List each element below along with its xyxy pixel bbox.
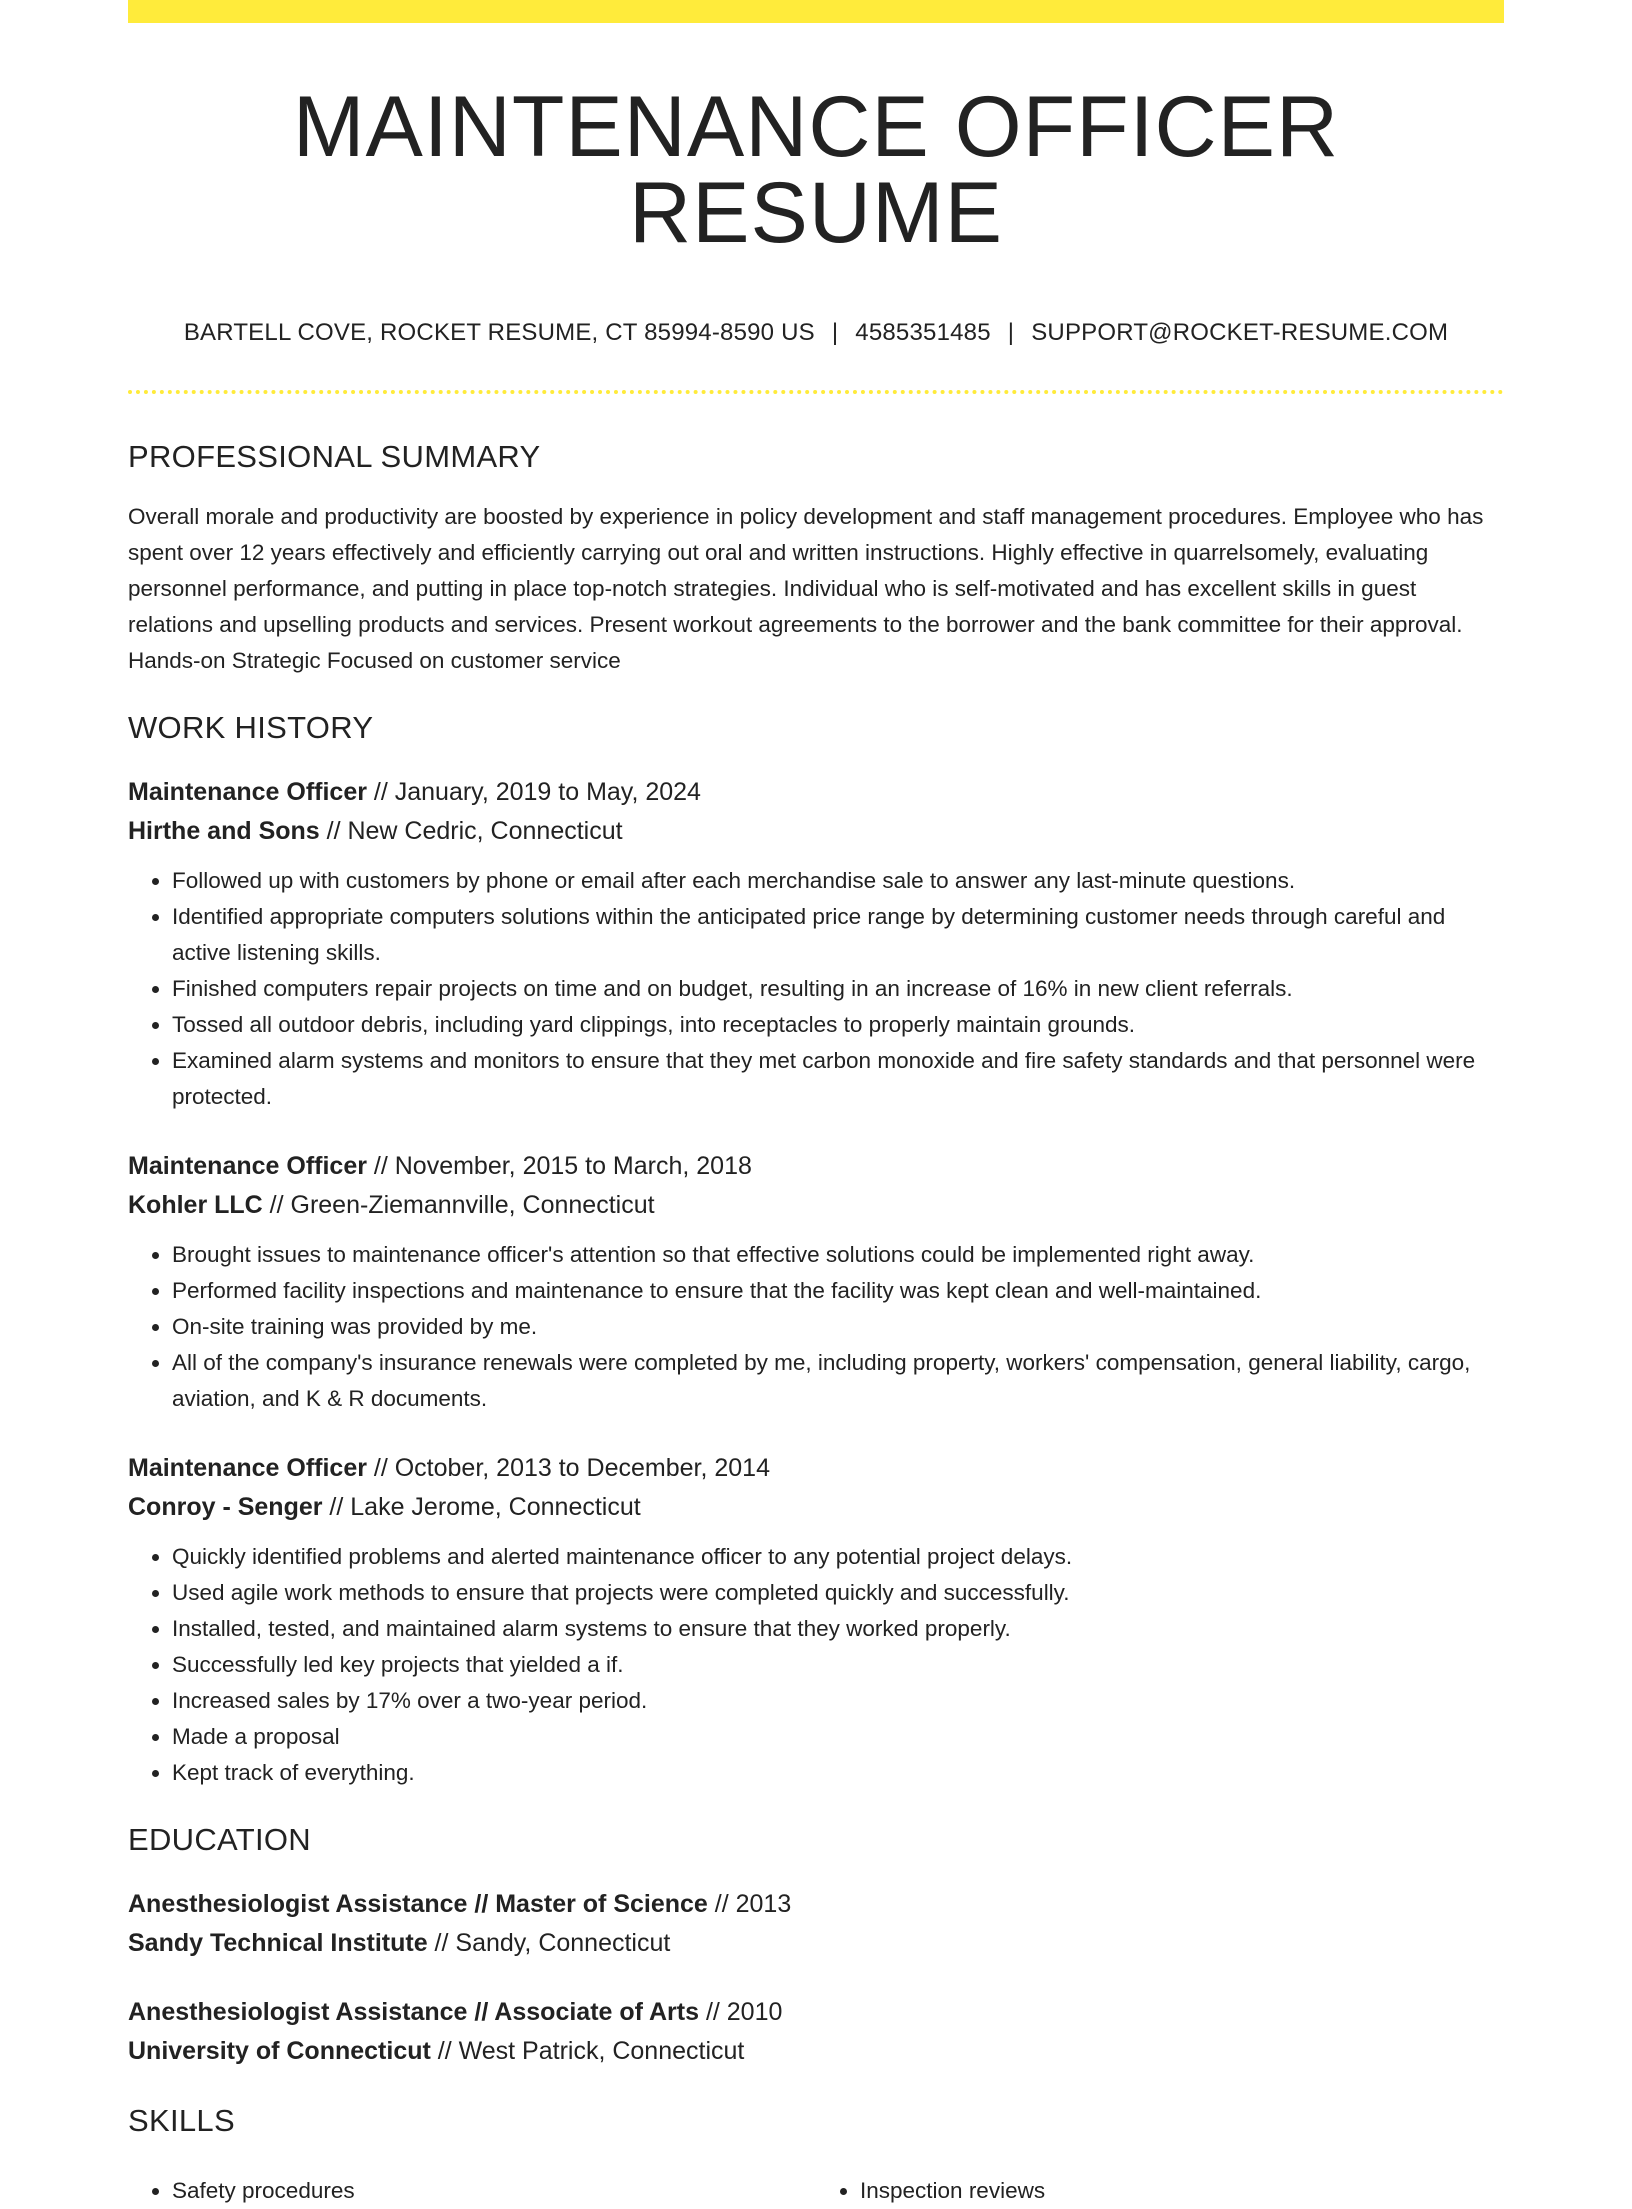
job-entry [128, 1147, 1504, 1417]
school: Sandy Technical Institute [128, 1929, 428, 1957]
contact-separator: | [831, 319, 839, 346]
job-bullet: • Kept track of everything. [172, 1755, 1504, 1791]
job-entry [128, 773, 1504, 1115]
job-company-line [128, 812, 1504, 851]
job-title-line [128, 773, 1504, 812]
resume-title: MAINTENANCE OFFICER RESUME [292, 79, 1340, 261]
skills-heading: SKILLS [128, 2103, 235, 2138]
school: University of Connecticut [128, 2037, 431, 2065]
school-line [128, 2032, 1504, 2071]
job-bullets [128, 1539, 1504, 1791]
job-company: Conroy - Senger [128, 1493, 323, 1521]
job-bullet: • Tossed all outdoor debris, including yard clippings, into receptacles to properly maintain grounds. [172, 1007, 1504, 1043]
job-dates: // November, 2015 to March, 2018 [366, 1152, 752, 1180]
job-location: // Green-Ziemannville, Connecticut [262, 1191, 655, 1219]
job-bullets [128, 863, 1504, 1115]
degree-year: // 2010 [699, 1998, 783, 2026]
accent-top-bar [128, 0, 1504, 23]
job-location: // New Cedric, Connecticut [319, 817, 623, 845]
work-history-heading: WORK HISTORY [128, 710, 374, 745]
job-entry [128, 1449, 1504, 1791]
skills-list [128, 2161, 1504, 2209]
contact-email: SUPPORT@ROCKET-RESUME.COM [1031, 319, 1449, 346]
job-bullet: • Used agile work methods to ensure that projects were completed quickly and successfully. [172, 1575, 1504, 1611]
contact-separator: | [1007, 319, 1015, 346]
job-company-line [128, 1488, 1504, 1527]
job-bullet: • Identified appropriate computers solutions within the anticipated price range by determining customer needs through careful and active listening skills. [172, 899, 1504, 971]
contact-phone: 4585351485 [855, 319, 991, 346]
job-title: Maintenance Officer [128, 1454, 367, 1482]
job-dates: // January, 2019 to May, 2024 [366, 778, 701, 806]
job-title: Maintenance Officer [128, 778, 367, 806]
job-title: Maintenance Officer [128, 1152, 367, 1180]
skill-item: • Inspection reviews [860, 2173, 1504, 2209]
job-bullet: • Quickly identified problems and alerted maintenance officer to any potential project delays. [172, 1539, 1504, 1575]
job-bullet: • Made a proposal [172, 1719, 1504, 1755]
job-company-line [128, 1186, 1504, 1225]
job-location: // Lake Jerome, Connecticut [322, 1493, 641, 1521]
job-bullets [128, 1237, 1504, 1417]
job-bullet: • Increased sales by 17% over a two-year period. [172, 1683, 1504, 1719]
summary-heading: PROFESSIONAL SUMMARY [128, 439, 541, 474]
job-title-line [128, 1449, 1504, 1488]
education-entry [128, 1885, 1504, 1963]
resume-page [128, 0, 1504, 2209]
dotted-divider [128, 390, 1504, 394]
job-bullet: • Finished computers repair projects on time and on budget, resulting in an increase of 16% in new client referrals. [172, 971, 1504, 1007]
job-bullet: • All of the company's insurance renewals were completed by me, including property, workers' compensation, general liability, cargo, aviation, and K & R documents. [172, 1345, 1504, 1417]
job-bullet: • Performed facility inspections and maintenance to ensure that the facility was kept clean and well-maintained. [172, 1273, 1504, 1309]
degree: Anesthesiologist Assistance // Master of Science [128, 1890, 708, 1918]
job-bullet: • Installed, tested, and maintained alarm systems to ensure that they worked properly. [172, 1611, 1504, 1647]
school-location: // West Patrick, Connecticut [430, 2037, 745, 2065]
education-entry [128, 1993, 1504, 2071]
degree-line [128, 1993, 1504, 2032]
job-bullet: • Followed up with customers by phone or email after each merchandise sale to answer any last-minute questions. [172, 863, 1504, 899]
summary-text: Overall morale and productivity are boosted by experience in policy development and staff management procedures. Employee who has spent over 12 years effectively and efficiently carrying out oral and written instructions. Highly effective in quarrelsomely, evaluating personnel performance, and putting in place top-notch strategies. Individual who is self-motivated and has excellent skills in guest relations and upselling products and services. Present workout agreements to the borrower and the bank committee for their approval. Hands-on Strategic Focused on customer service [128, 504, 1484, 673]
contact-line [128, 319, 1504, 347]
job-company: Hirthe and Sons [128, 817, 320, 845]
skills-column-left [128, 2173, 816, 2209]
degree-line [128, 1885, 1504, 1924]
contact-address: BARTELL COVE, ROCKET RESUME, CT 85994-8590 US [183, 319, 815, 346]
job-dates: // October, 2013 to December, 2014 [366, 1454, 770, 1482]
degree: Anesthesiologist Assistance // Associate of Arts [128, 1998, 699, 2026]
education-heading: EDUCATION [128, 1822, 311, 1857]
job-title-line [128, 1147, 1504, 1186]
job-company: Kohler LLC [128, 1191, 263, 1219]
job-bullet: • Successfully led key projects that yielded a if. [172, 1647, 1504, 1683]
skill-item: • Safety procedures [172, 2173, 816, 2209]
school-line [128, 1924, 1504, 1963]
job-bullet: • On-site training was provided by me. [172, 1309, 1504, 1345]
skills-column-right [816, 2173, 1504, 2209]
job-bullet: • Brought issues to maintenance officer's attention so that effective solutions could be implemented right away. [172, 1237, 1504, 1273]
degree-year: // 2013 [707, 1890, 792, 1918]
job-bullet: • Examined alarm systems and monitors to ensure that they met carbon monoxide and fire safety standards and that personnel were protected. [172, 1043, 1504, 1115]
school-location: // Sandy, Connecticut [427, 1929, 671, 1957]
